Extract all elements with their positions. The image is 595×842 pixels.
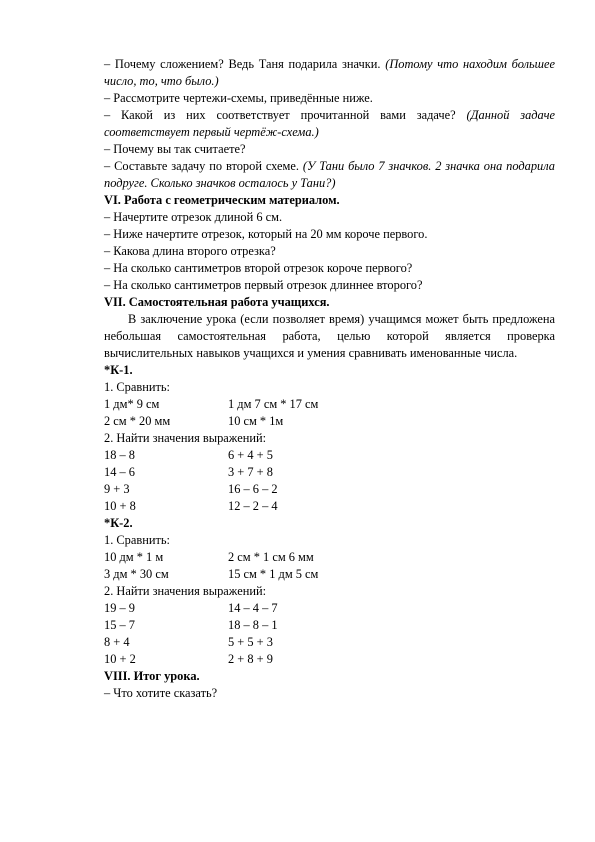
- k2-compare-row: [104, 566, 555, 583]
- k1-compare-label: 1. Сравнить:: [104, 380, 170, 394]
- paragraph-compose-task: [104, 158, 555, 192]
- expression: 3 + 7 + 8: [228, 465, 273, 479]
- paragraph-which-diagram: [104, 107, 555, 141]
- expression: 18 – 8 – 1: [228, 618, 278, 632]
- expression: 10 + 8: [104, 499, 136, 513]
- paragraph-why: – Почему вы так считаете?: [104, 142, 246, 156]
- document-body: [104, 56, 555, 702]
- paragraph-italic-answer: (Данной задаче соответствует первый чертёж-схема.): [104, 108, 555, 139]
- variant-title-k1: *К-1.: [104, 363, 133, 377]
- expression: 12 – 2 – 4: [228, 499, 278, 513]
- expression: 16 – 6 – 2: [228, 482, 278, 496]
- compare-item: 10 дм * 1 м: [104, 550, 164, 564]
- k2-expr-label: 2. Найти значения выражений:: [104, 584, 267, 598]
- variant-title-k2: *К-2.: [104, 516, 133, 530]
- paragraph-independent-work-intro: В заключение урока (если позволяет время) учащимся может быть предложена небольшая самостоятельная работа, целью которой является проверка вычислительных навыков учащихся и умения сравнивать именованные числа.: [104, 312, 555, 360]
- k1-compare-row: [104, 396, 555, 413]
- expression: 6 + 4 + 5: [228, 448, 273, 462]
- expression: 19 – 9: [104, 601, 135, 615]
- geometry-line: – На сколько сантиметров первый отрезок длиннее второго?: [104, 278, 423, 292]
- k1-compare-row: [104, 413, 555, 430]
- paragraph-italic-answer: (Потому что находим большее число, то, что было.): [104, 57, 555, 88]
- geometry-line: – Начертите отрезок длиной 6 см.: [104, 210, 283, 224]
- expression: 9 + 3: [104, 482, 130, 496]
- geometry-line: – Какова длина второго отрезка?: [104, 244, 276, 258]
- paragraph-italic-answer: (У Тани было 7 значков. 2 значка она подарила подруге. Сколько значков осталось у Тани?): [104, 159, 555, 190]
- paragraph-text: – Какой из них соответствует прочитанной вами задаче?: [104, 108, 467, 122]
- geometry-line: – На сколько сантиметров второй отрезок короче первого?: [104, 261, 413, 275]
- section-heading-summary: VIII. Итог урока.: [104, 669, 200, 683]
- compare-item: 1 дм* 9 см: [104, 397, 160, 411]
- k2-expr-row: [104, 617, 555, 634]
- compare-item: 1 дм 7 см * 17 см: [228, 397, 319, 411]
- compare-item: 2 см * 20 мм: [104, 414, 171, 428]
- summary-line: – Что хотите сказать?: [104, 686, 218, 700]
- section-heading-independent-work: VII. Самостоятельная работа учащихся.: [104, 295, 330, 309]
- compare-item: 10 см * 1м: [228, 414, 284, 428]
- expression: 2 + 8 + 9: [228, 652, 273, 666]
- paragraph-question-addition: [104, 56, 555, 90]
- k2-compare-label: 1. Сравнить:: [104, 533, 170, 547]
- compare-item: 3 дм * 30 см: [104, 567, 169, 581]
- k1-expr-label: 2. Найти значения выражений:: [104, 431, 267, 445]
- k1-expr-row: [104, 481, 555, 498]
- k2-expr-row: [104, 651, 555, 668]
- expression: 14 – 6: [104, 465, 135, 479]
- expression: 5 + 5 + 3: [228, 635, 273, 649]
- compare-item: 15 см * 1 дм 5 см: [228, 567, 319, 581]
- k2-compare-row: [104, 549, 555, 566]
- k1-expr-row: [104, 498, 555, 515]
- expression: 8 + 4: [104, 635, 130, 649]
- k1-expr-row: [104, 447, 555, 464]
- geometry-line: – Ниже начертите отрезок, который на 20 мм короче первого.: [104, 227, 428, 241]
- paragraph-look-diagrams: – Рассмотрите чертежи-схемы, приведённые ниже.: [104, 91, 373, 105]
- k2-expr-row: [104, 634, 555, 651]
- expression: 10 + 2: [104, 652, 136, 666]
- k1-expr-row: [104, 464, 555, 481]
- paragraph-text: – Составьте задачу по второй схеме.: [104, 159, 303, 173]
- compare-item: 2 см * 1 см 6 мм: [228, 550, 314, 564]
- paragraph-text: – Почему сложением? Ведь Таня подарила значки.: [104, 57, 386, 71]
- section-heading-geometry: VI. Работа с геометрическим материалом.: [104, 193, 340, 207]
- expression: 15 – 7: [104, 618, 135, 632]
- expression: 14 – 4 – 7: [228, 601, 278, 615]
- expression: 18 – 8: [104, 448, 135, 462]
- k2-expr-row: [104, 600, 555, 617]
